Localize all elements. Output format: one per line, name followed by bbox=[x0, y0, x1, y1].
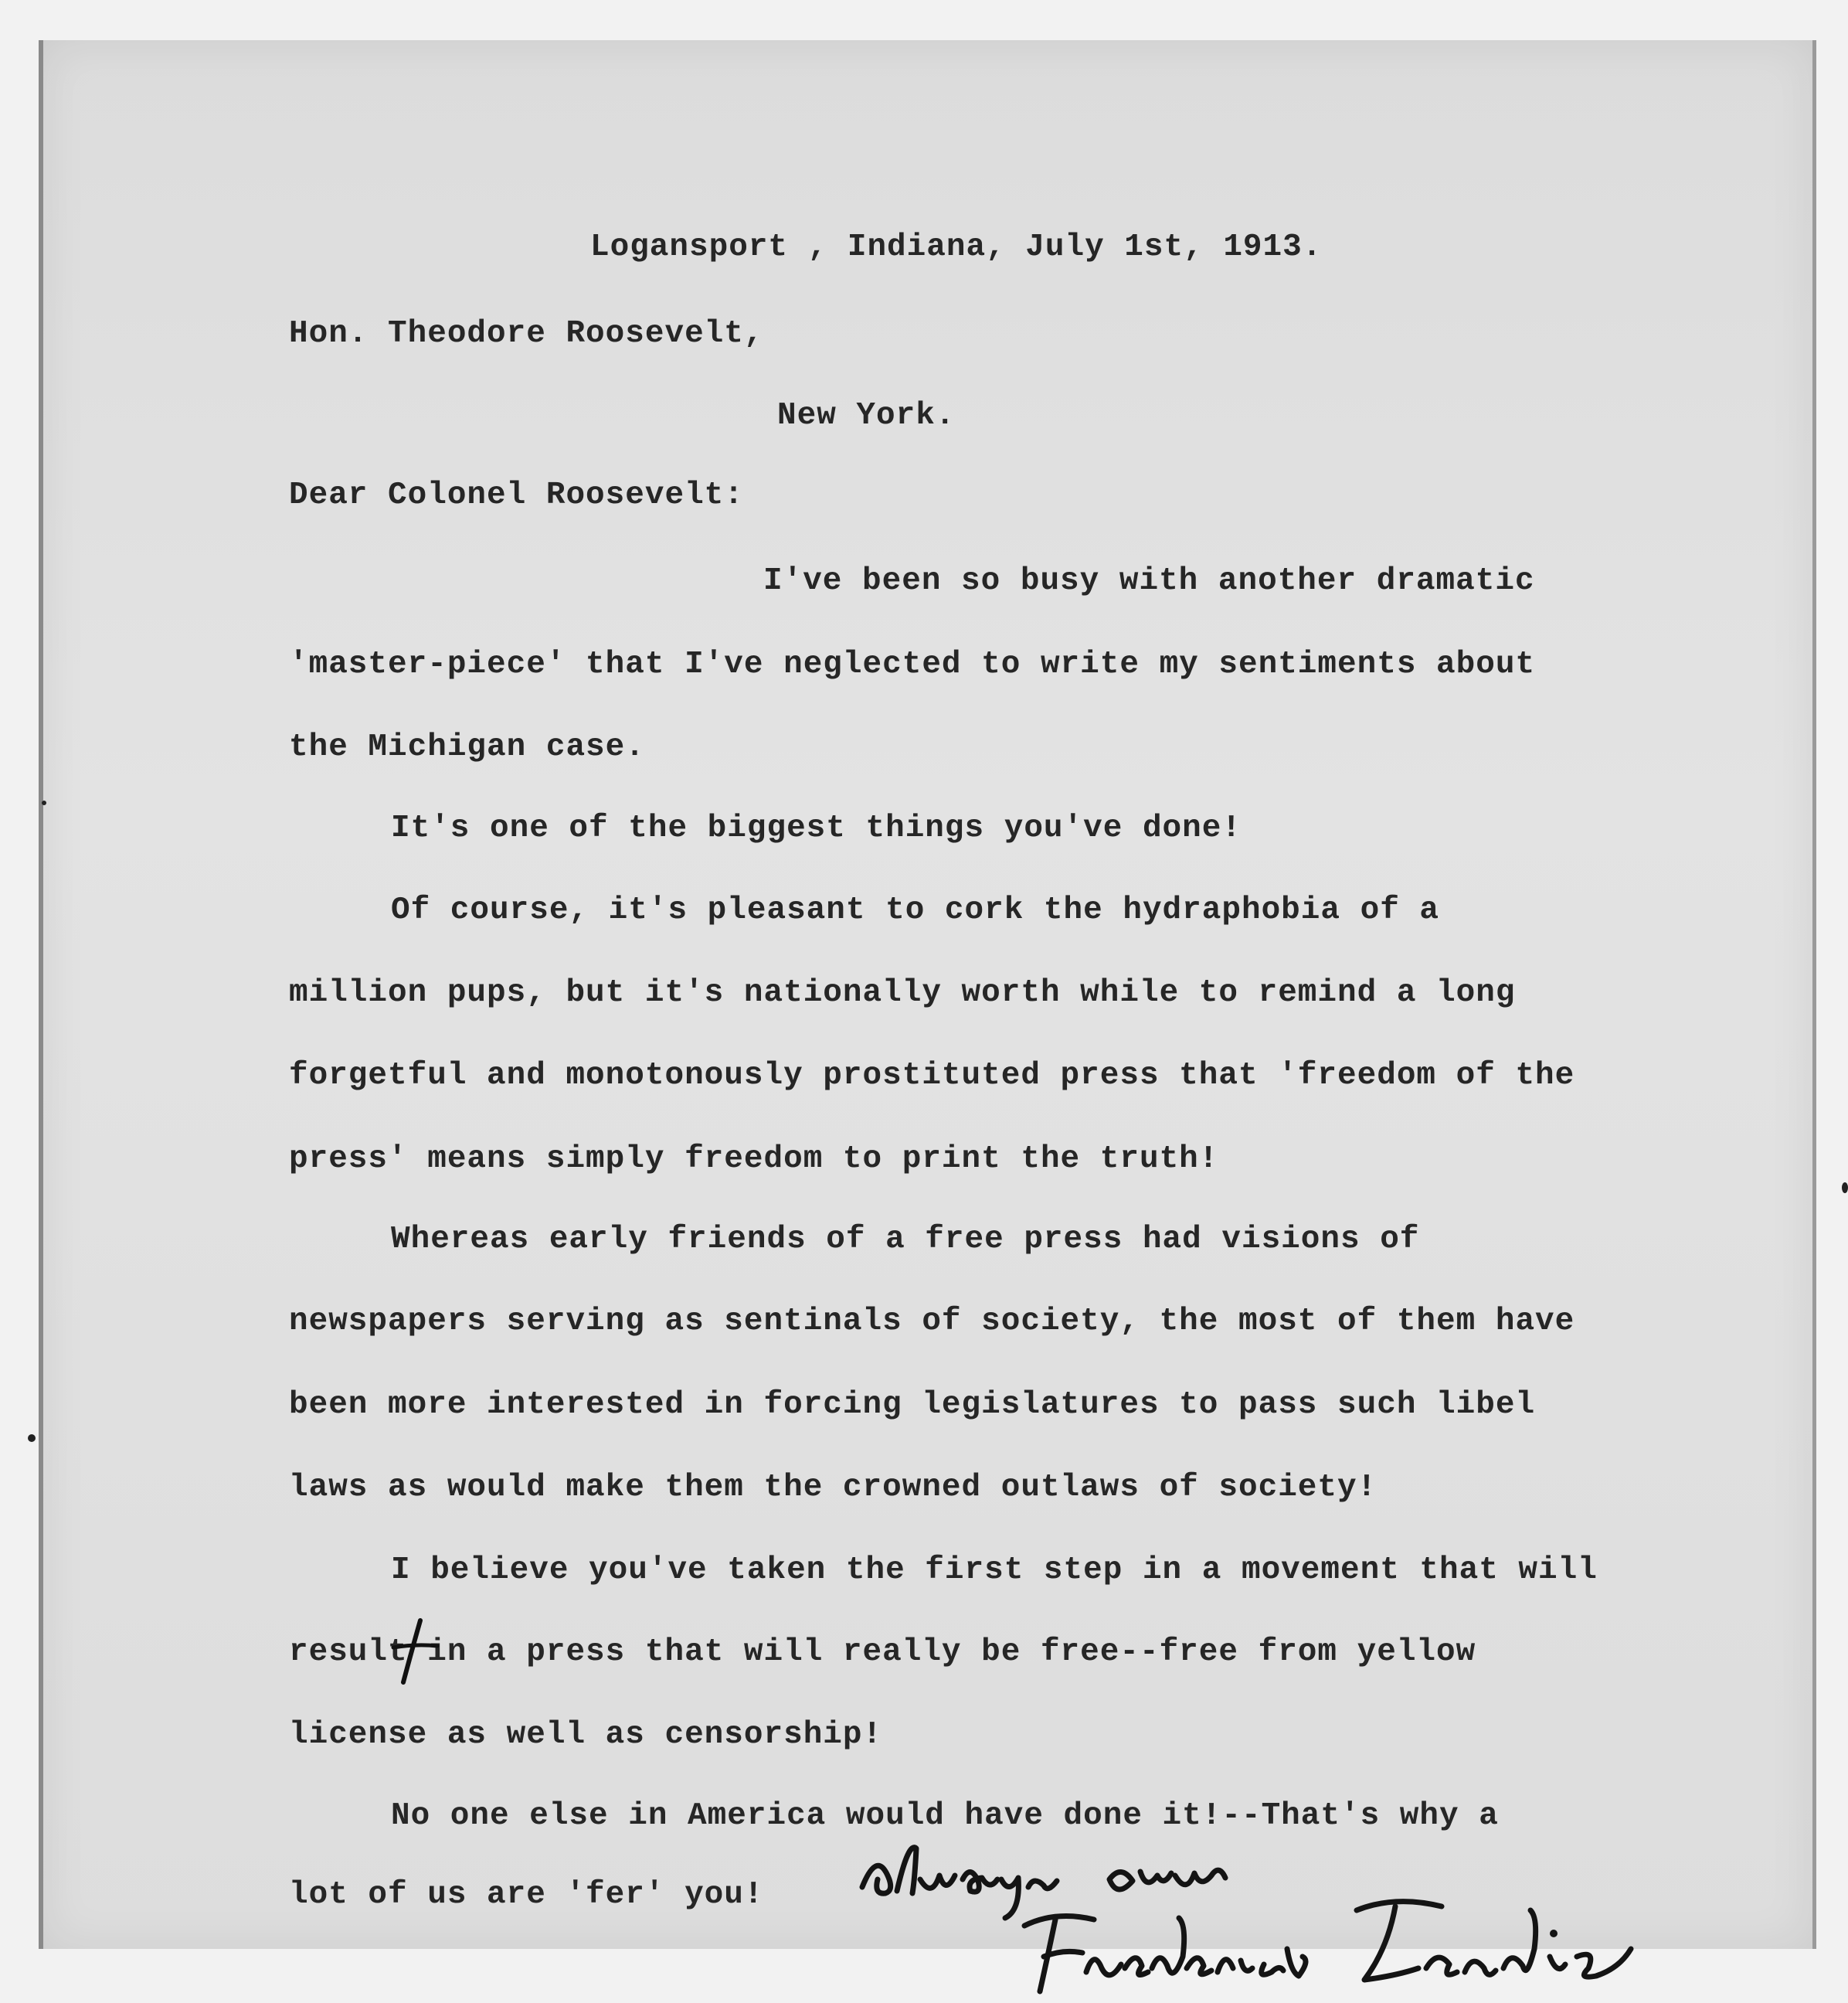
body-line: press' means simply freedom to print the truth! bbox=[289, 1141, 1219, 1177]
body-line: 'master-piece' that I've neglected to write my sentiments about bbox=[289, 647, 1536, 682]
speck bbox=[28, 1434, 36, 1442]
letter-page bbox=[39, 40, 1816, 1949]
body-line: result in a press that will really be free--free from yellow bbox=[289, 1634, 1476, 1670]
body-line: I believe you've taken the first step in a movement that will bbox=[391, 1552, 1598, 1588]
body-line: Whereas early friends of a free press had visions of bbox=[391, 1222, 1420, 1257]
body-line: been more interested in forcing legislatures to pass such libel bbox=[289, 1387, 1536, 1423]
speck bbox=[42, 801, 46, 805]
body-line: forgetful and monotonously prostituted press that 'freedom of the bbox=[289, 1058, 1575, 1093]
body-line: newspapers serving as sentinals of society, the most of them have bbox=[289, 1304, 1575, 1339]
body-line: license as well as censorship! bbox=[289, 1717, 883, 1753]
ink-correction-mark bbox=[389, 1617, 443, 1694]
speck bbox=[1842, 1182, 1848, 1193]
body-line: I've been so busy with another dramatic bbox=[763, 563, 1535, 599]
body-line: No one else in America would have done it!--That's why a bbox=[391, 1798, 1499, 1834]
addressee: Hon. Theodore Roosevelt, bbox=[289, 316, 764, 352]
body-line: lot of us are 'fer' you! bbox=[289, 1877, 764, 1913]
body-line: Of course, it's pleasant to cork the hydraphobia of a bbox=[391, 893, 1440, 928]
body-line: the Michigan case. bbox=[289, 729, 645, 765]
body-line: It's one of the biggest things you've done! bbox=[391, 811, 1242, 846]
address-city: New York. bbox=[777, 398, 956, 434]
body-line: million pups, but it's nationally worth while to remind a long bbox=[289, 975, 1516, 1011]
salutation: Dear Colonel Roosevelt: bbox=[289, 478, 744, 513]
handwritten-signature bbox=[854, 1833, 1642, 2003]
body-line: laws as would make them the crowned outlaws of society! bbox=[289, 1470, 1378, 1505]
dateline: Logansport , Indiana, July 1st, 1913. bbox=[590, 230, 1323, 265]
